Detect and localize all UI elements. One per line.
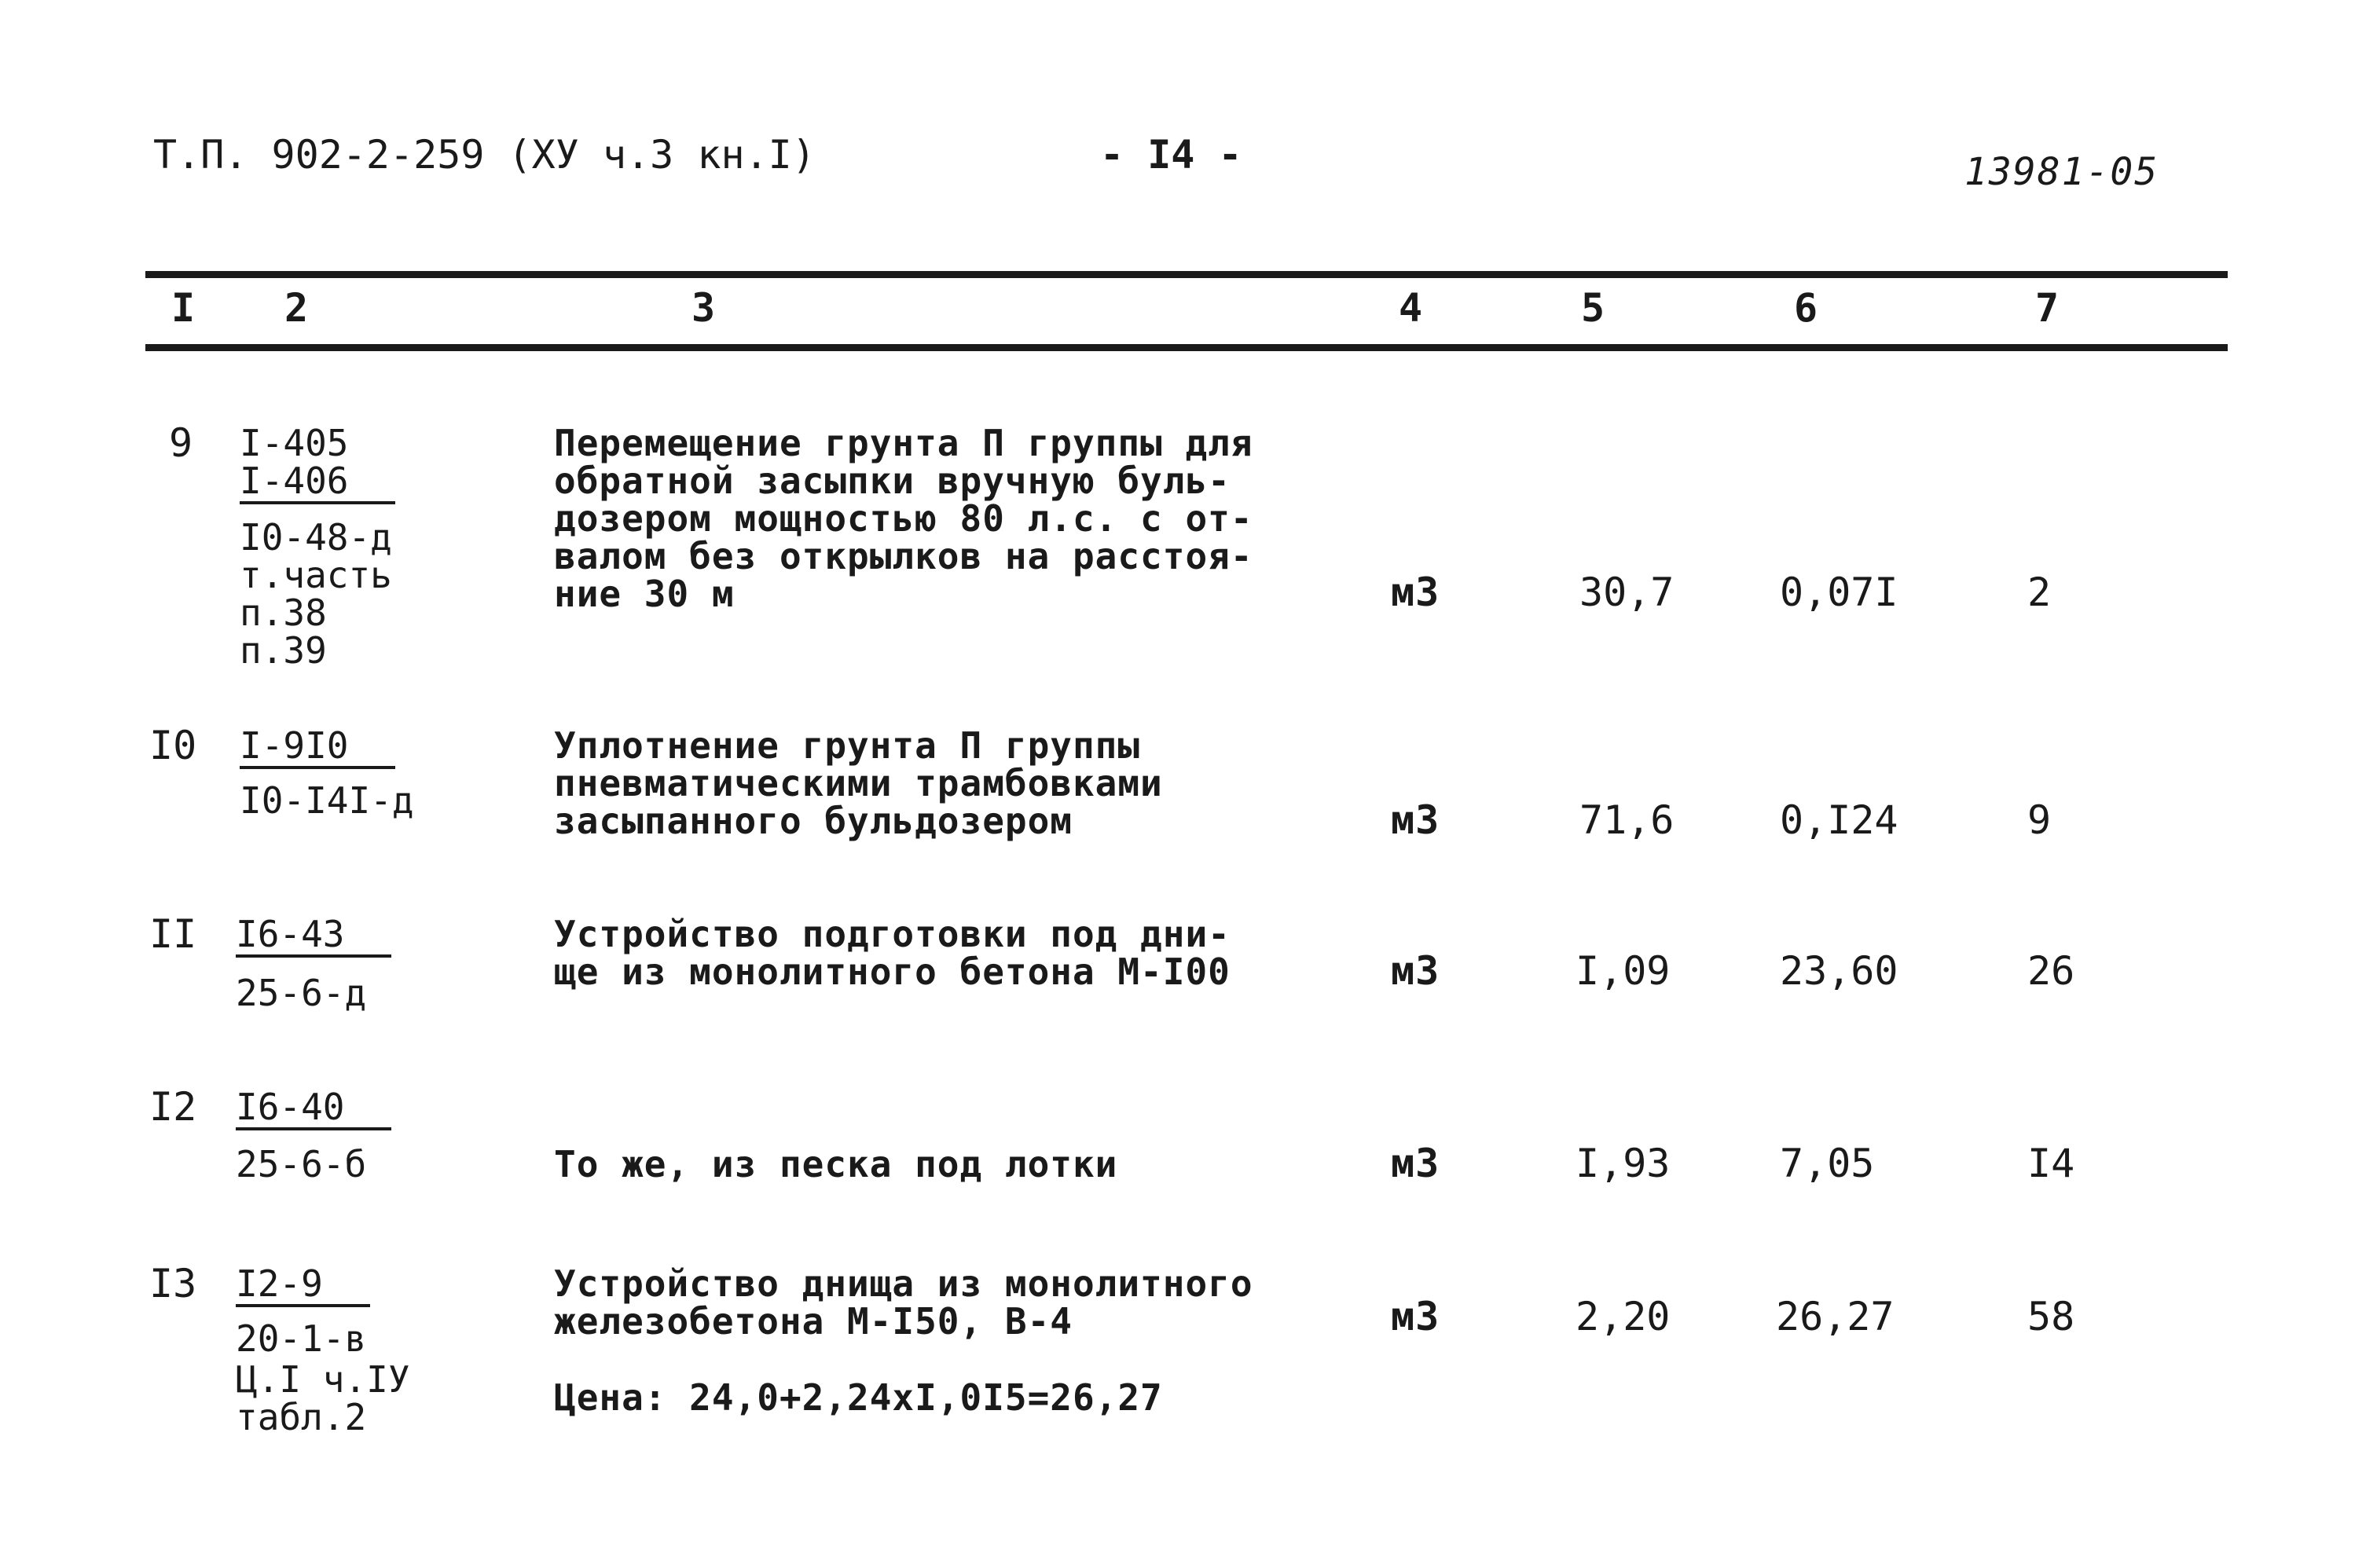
column-header-1: I [171,285,196,331]
total-cost: 26 [2027,948,2075,994]
row-number: I0 [149,723,197,768]
document-reference: Т.П. 902-2-259 (ХУ ч.3 кн.I) [153,132,816,178]
quantity: I,93 [1575,1141,1671,1186]
norm-reference: табл.2 [236,1396,367,1438]
norm-reference: п.38 [240,592,327,634]
table-header-rule [145,344,2228,351]
column-header-5: 5 [1581,285,1605,331]
unit-price: 7,05 [1780,1141,1875,1186]
quantity: 2,20 [1575,1294,1671,1339]
unit-price: 26,27 [1776,1294,1895,1339]
work-description: обратной засыпки вручную буль- [554,460,1231,502]
work-description: валом без открылков на расстоя- [554,535,1253,577]
norm-code-underlined: I-9I0 [240,727,395,769]
column-header-4: 4 [1399,285,1423,331]
column-header-6: 6 [1794,285,1818,331]
sheet-code: 13981-05 [1964,150,2159,194]
work-description: Устройство днища из монолитного [554,1262,1253,1305]
norm-code: I-405 [240,422,349,464]
norm-reference: I0-I4I-д [240,779,414,822]
unit-price: 0,I24 [1780,797,1898,843]
quantity: 30,7 [1579,570,1675,615]
row-number: II [149,911,197,957]
quantity: I,09 [1575,948,1671,994]
total-cost: 2 [2027,570,2052,615]
unit-price: 23,60 [1780,948,1898,994]
norm-reference: п.39 [240,629,327,672]
column-header-7: 7 [2035,285,2060,331]
work-description: Устройство подготовки под дни- [554,913,1231,955]
norm-reference: Ц.I ч.IУ [236,1358,410,1401]
work-description: пневматическими трамбовками [554,762,1163,804]
quantity: 71,6 [1579,797,1675,843]
row-number: I2 [149,1084,197,1130]
page-number: - I4 - [1100,132,1242,178]
work-description: ще из монолитного бетона М-I00 [554,951,1231,993]
norm-code-underlined: I-406 [240,462,395,504]
unit: м3 [1391,948,1440,994]
norm-reference: 25-6-б [236,1143,367,1185]
work-description: дозером мощностью 80 л.с. с от- [554,497,1253,540]
total-cost: 58 [2027,1294,2075,1339]
norm-reference: I0-48-д [240,516,392,559]
norm-code-underlined: I6-43 [236,915,391,958]
work-description: То же, из песка под лотки [554,1143,1118,1185]
price-calculation-note: Цена: 24,0+2,24хI,0I5=26,27 [554,1376,1163,1419]
work-description: засыпанного бульдозером [554,800,1073,842]
column-header-2: 2 [284,285,309,331]
unit: м3 [1391,1141,1440,1186]
column-header-3: 3 [691,285,716,331]
unit: м3 [1391,570,1440,615]
norm-code-underlined: I6-40 [236,1088,391,1130]
unit: м3 [1391,1294,1440,1339]
row-number: I3 [149,1261,197,1306]
norm-reference: т.часть [240,554,392,596]
unit: м3 [1391,797,1440,843]
norm-code-underlined: I2-9 [236,1265,370,1307]
work-description: ние 30 м [554,573,735,615]
work-description: железобетона М-I50, В-4 [554,1300,1073,1343]
work-description: Перемещение грунта П группы для [554,422,1253,464]
row-number: 9 [169,420,193,466]
total-cost: I4 [2027,1141,2075,1186]
total-cost: 9 [2027,797,2052,843]
table-top-rule [145,271,2228,278]
unit-price: 0,07I [1780,570,1898,615]
work-description: Уплотнение грунта П группы [554,724,1141,767]
norm-reference: 25-6-д [236,972,367,1014]
norm-reference: 20-1-в [236,1317,367,1360]
